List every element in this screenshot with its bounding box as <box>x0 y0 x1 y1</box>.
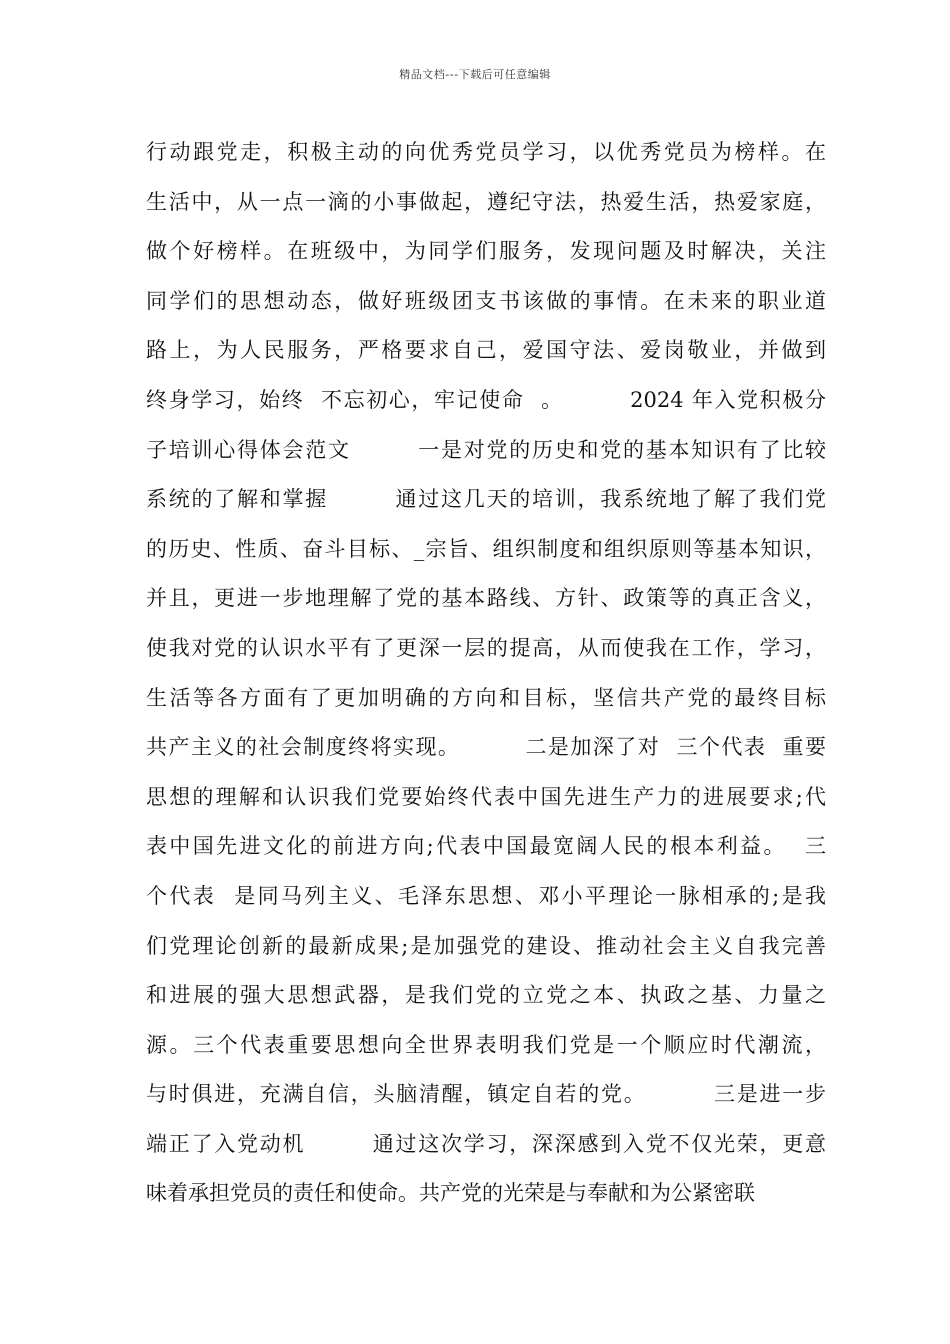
text-line: 做个好榜样。在班级中，为同学们服务，发现问题及时解决，关注 <box>146 239 826 264</box>
text-line: 并且，更进一步地理解了党的基本路线、方针、政策等的真正含义， <box>146 586 826 611</box>
text-line: 同学们的思想动态，做好班级团支书该做的事情。在未来的职业道 <box>146 288 826 313</box>
text-line: 子培训心得体会范文 一是对党的历史和党的基本知识有了比较 <box>146 437 826 462</box>
document-body <box>146 128 826 1219</box>
text-line: 思想的理解和认识我们党要始终代表中国先进生产力的进展要求;代 <box>146 784 826 809</box>
text-line: 共产主义的社会制度终将实现。 二是加深了对 三个代表 重要 <box>146 735 826 760</box>
text-line: 和进展的强大思想武器，是我们党的立党之本、执政之基、力量之 <box>146 983 826 1008</box>
text-line: 行动跟党走，积极主动的向优秀党员学习，以优秀党员为榜样。在 <box>146 140 826 164</box>
text-line: 路上，为人民服务，严格要求自己，爱国守法、爱岗敬业，并做到 <box>146 338 826 363</box>
text-line: 与时俱进，充满自信，头脑清醒，镇定自若的党。 三是进一步 <box>146 1082 826 1107</box>
text-line: 端正了入党动机 通过这次学习，深深感到入党不仅光荣，更意 <box>146 1131 826 1156</box>
text-line: 们党理论创新的最新成果;是加强党的建设、推动社会主义自我完善 <box>146 933 826 958</box>
text-line: 味着承担党员的责任和使命。共产党的光荣是与奉献和为公紧密联 <box>146 1181 755 1206</box>
text-line: 终身学习，始终 不忘初心，牢记使命 。 2024 年入党积极分 <box>146 387 826 412</box>
text-line: 个代表 是同马列主义、毛泽东思想、邓小平理论一脉相承的;是我 <box>146 883 826 908</box>
text-line: 的历史、性质、奋斗目标、_宗旨、组织制度和组织原则等基本知识， <box>146 536 826 561</box>
text-line: 生活中，从一点一滴的小事做起，遵纪守法，热爱生活，热爱家庭， <box>146 189 826 214</box>
text-line: 系统的了解和掌握 通过这几天的培训，我系统地了解了我们党 <box>146 487 826 512</box>
text-line: 表中国先进文化的前进方向;代表中国最宽阔人民的根本利益。 三 <box>146 834 826 859</box>
text-line: 使我对党的认识水平有了更深一层的提高，从而使我在工作，学习， <box>146 635 826 660</box>
text-line: 源。三个代表重要思想向全世界表明我们党是一个顺应时代潮流， <box>146 1032 826 1057</box>
page-header: 精品文档---下载后可任意编辑 <box>399 68 551 81</box>
text-line: 生活等各方面有了更加明确的方向和目标，坚信共产党的最终目标 <box>146 685 826 710</box>
